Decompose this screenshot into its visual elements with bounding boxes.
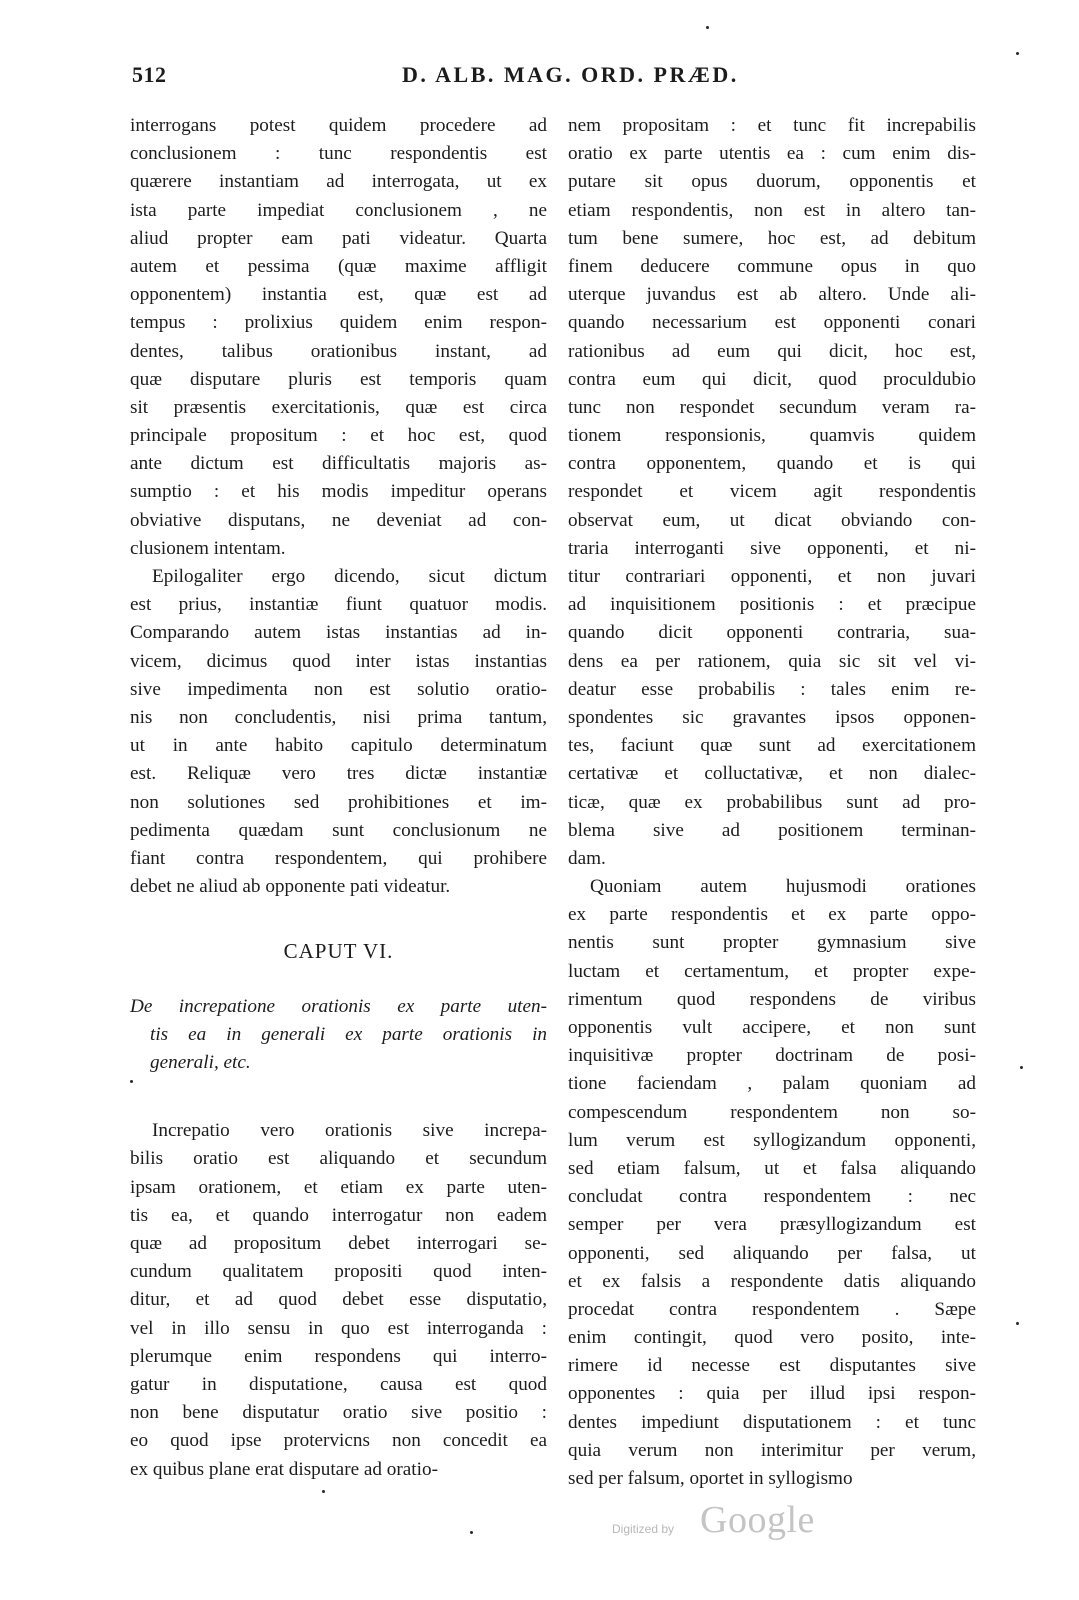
text-line: rimentum quod respondens de viribus <box>568 988 976 1010</box>
text-line: tis ea, et quando interrogatur non eadem <box>130 1204 547 1226</box>
text-line: blema sive ad positionem terminan- <box>568 819 976 841</box>
text-line: opponentes : quia per illud ipsi respon- <box>568 1383 976 1405</box>
text-line: certativæ et colluctativæ, et non dialec- <box>568 763 976 785</box>
text-line: nem propositam : et tunc fit increpabilis <box>568 115 976 136</box>
left-paragraph-2 <box>130 563 547 901</box>
scan-speck <box>1016 52 1019 55</box>
right-paragraph-2 <box>568 873 976 1493</box>
running-head: D. ALB. MAG. ORD. PRÆD. <box>402 62 739 87</box>
text-line: plerumque enim respondens qui interro- <box>130 1345 547 1367</box>
text-line: clusionem intentam. <box>130 537 286 559</box>
text-line: quia verum non interimitur per verum, <box>568 1439 976 1461</box>
text-line: ticæ, quæ ex probabilibus sunt ad pro- <box>568 791 976 813</box>
google-logo: Google <box>700 1499 815 1541</box>
text-line: ditur, et ad quod debet esse disputatio, <box>130 1289 547 1311</box>
text-line: oratio ex parte utentis ea : cum enim dis- <box>568 143 976 165</box>
text-line: est prius, instantiæ fiunt quatuor modis. <box>130 594 547 616</box>
text-line: tes, faciunt quæ sunt ad exercitationem <box>568 735 976 757</box>
text-line: non solutiones sed prohibitiones et im- <box>130 791 547 813</box>
text-line: compescendum respondentem non so- <box>568 1101 976 1123</box>
text-line: opponenti, sed aliquando per falsa, ut <box>568 1242 976 1264</box>
text-line: gatur in disputatione, causa est quod <box>130 1373 547 1395</box>
text-line: procedat contra respondentem . Sæpe <box>568 1298 976 1320</box>
chapter-heading: CAPUT VI. <box>283 939 394 964</box>
text-line: sed etiam falsum, ut et falsa aliquando <box>568 1157 976 1179</box>
scan-speck <box>322 1490 325 1493</box>
text-line: vel in illo sensu in quo est interroganda : <box>130 1317 547 1339</box>
text-line: dens ea per rationem, quia sic sit vel vi- <box>568 650 976 672</box>
text-line: titur contrariari opponenti, et non juvari <box>568 566 976 587</box>
text-line: contra opponentem, quando et is qui <box>568 453 976 475</box>
text-line: obviative disputans, ne deveniat ad con- <box>130 509 547 531</box>
text-line: quando dicit opponenti contraria, sua- <box>568 622 976 644</box>
text-line: dentes, talibus orationibus instant, ad <box>130 340 547 362</box>
text-line: fiant contra respondentem, qui prohibere <box>130 847 547 869</box>
text-line: rimere id necesse est disputantes sive <box>568 1355 976 1377</box>
text-line: tunc non respondet secundum veram ra- <box>568 396 976 418</box>
text-line: rationibus ad eum qui dicit, hoc est, <box>568 340 976 362</box>
text-line: observat eum, ut dicat obviando con- <box>568 509 976 531</box>
text-line: bilis oratio est aliquando et secundum <box>130 1148 547 1170</box>
text-line: ipsam orationem, et etiam ex parte uten- <box>130 1176 547 1198</box>
text-line: debet ne aliud ab opponente pati videatur. <box>130 876 451 898</box>
left-paragraph-3 <box>130 1117 547 1483</box>
text-line: respondet et vicem agit respondentis <box>568 481 976 503</box>
text-line: enim contingit, quod vero posito, inte- <box>568 1327 976 1349</box>
text-line: aliud propter eam pati videatur. Quarta <box>130 227 547 249</box>
text-line: finem deducere commune opus in quo <box>568 255 976 277</box>
text-line: ex quibus plane erat disputare ad oratio- <box>130 1458 438 1480</box>
scan-speck <box>1020 1066 1023 1069</box>
text-line: tum bene sumere, hoc est, ad debitum <box>568 227 976 249</box>
text-line: Increpatio vero orationis sive increpa- <box>152 1120 547 1142</box>
text-line: nentis sunt propter gymnasium sive <box>568 932 976 954</box>
text-line: ista parte impediat conclusionem , ne <box>130 199 547 221</box>
text-line: pedimenta quædam sunt conclusionum ne <box>130 819 547 841</box>
text-line: quando necessarium est opponenti conari <box>568 312 976 334</box>
text-line: interrogans potest quidem procedere ad <box>130 115 547 136</box>
section-gap <box>130 1077 547 1117</box>
text-line: ad inquisitionem positionis : et præcipue <box>568 594 976 616</box>
text-line: opponentem) instantia est, quæ est ad <box>130 284 547 306</box>
subtitle-line: generali, etc. <box>150 1052 251 1074</box>
text-line: luctam et certamentum, et propter expe- <box>568 960 976 982</box>
text-line: dentes impediunt disputationem : et tunc <box>568 1411 976 1433</box>
text-line: et ex falsis a respondente datis aliquando <box>568 1270 976 1292</box>
page-number: 512 <box>132 62 167 87</box>
right-paragraph-1 <box>568 112 976 873</box>
text-line: Comparando autem istas instantias ad in- <box>130 622 547 644</box>
text-line: sed per falsum, oportet in syllogismo <box>568 1468 853 1489</box>
scan-speck <box>470 1531 473 1534</box>
text-line: Quoniam autem hujusmodi orationes <box>590 876 976 898</box>
subtitle-line: tis ea in generali ex parte orationis in <box>150 1024 547 1046</box>
text-line: Epilogaliter ergo dicendo, sicut dictum <box>152 566 547 587</box>
text-line: est. Reliquæ vero tres dictæ instantiæ <box>130 763 547 785</box>
text-line: conclusionem : tunc respondentis est <box>130 143 547 165</box>
text-line: ut in ante habito capitulo determinatum <box>130 735 547 757</box>
text-line: tempus : prolixius quidem enim respon- <box>130 312 547 334</box>
text-line: uterque juvandus est ab altero. Unde ali- <box>568 284 976 306</box>
text-line: sit præsentis exercitationis, quæ est circa <box>130 396 547 418</box>
text-line: deatur esse probabilis : tales enim re- <box>568 678 976 700</box>
text-line: quæ ad propositum debet interrogari se- <box>130 1233 547 1254</box>
text-line: vicem, dicimus quod inter istas instantias <box>130 650 547 672</box>
left-column <box>130 112 547 1484</box>
text-line: concludat contra respondentem : nec <box>568 1186 976 1208</box>
text-line: nis non concludentis, nisi prima tantum, <box>130 706 547 728</box>
text-line: quæ disputare pluris est temporis quam <box>130 368 547 390</box>
text-line: inquisitivæ propter doctrinam de posi- <box>568 1045 976 1067</box>
scan-speck <box>130 1080 133 1083</box>
text-line: autem et pessima (quæ maxime affligit <box>130 255 547 277</box>
subtitle-line: De increpatione orationis ex parte uten- <box>130 996 547 1018</box>
text-line: contra eum qui dicit, quod proculdubio <box>568 368 976 390</box>
text-line: etiam respondentis, non est in altero tan- <box>568 199 976 221</box>
text-line: cundum qualitatem propositi quod inten- <box>130 1261 547 1283</box>
page-header <box>132 62 977 102</box>
text-line: semper per vera præsyllogizandum est <box>568 1214 976 1236</box>
scan-speck <box>706 26 709 29</box>
right-column <box>568 112 976 1493</box>
text-line: eo quod ipse protervicns non concedit ea <box>130 1430 547 1452</box>
text-line: ex parte respondentis et ex parte oppo- <box>568 904 976 926</box>
text-line: spondentes sic gravantes ipsos opponen- <box>568 706 976 728</box>
digitized-by-label: Digitized by <box>612 1522 675 1536</box>
text-line: putare sit opus duorum, opponentis et <box>568 171 976 193</box>
text-line: principale propositum : et hoc est, quod <box>130 425 547 447</box>
text-line: sive impedimenta non est solutio oratio- <box>130 678 547 700</box>
chapter-subtitle <box>130 993 547 1077</box>
left-paragraph-1 <box>130 112 547 563</box>
text-line: tionem responsionis, quamvis quidem <box>568 425 976 447</box>
text-line: tione faciendam , palam quoniam ad <box>568 1073 976 1095</box>
text-line: non bene disputatur oratio sive positio : <box>130 1402 547 1424</box>
text-line: traria interroganti sive opponenti, et ni- <box>568 537 976 559</box>
scan-speck <box>1016 1322 1019 1325</box>
text-line: dam. <box>568 847 606 869</box>
text-line: sumptio : et his modis impeditur operans <box>130 481 547 503</box>
text-line: lum verum est syllogizandum opponenti, <box>568 1129 976 1151</box>
text-line: ante dictum est difficultatis majoris as- <box>130 453 547 475</box>
text-line: quærere instantiam ad interrogata, ut ex <box>130 171 547 193</box>
text-line: opponentis vult accipere, et non sunt <box>568 1017 976 1038</box>
